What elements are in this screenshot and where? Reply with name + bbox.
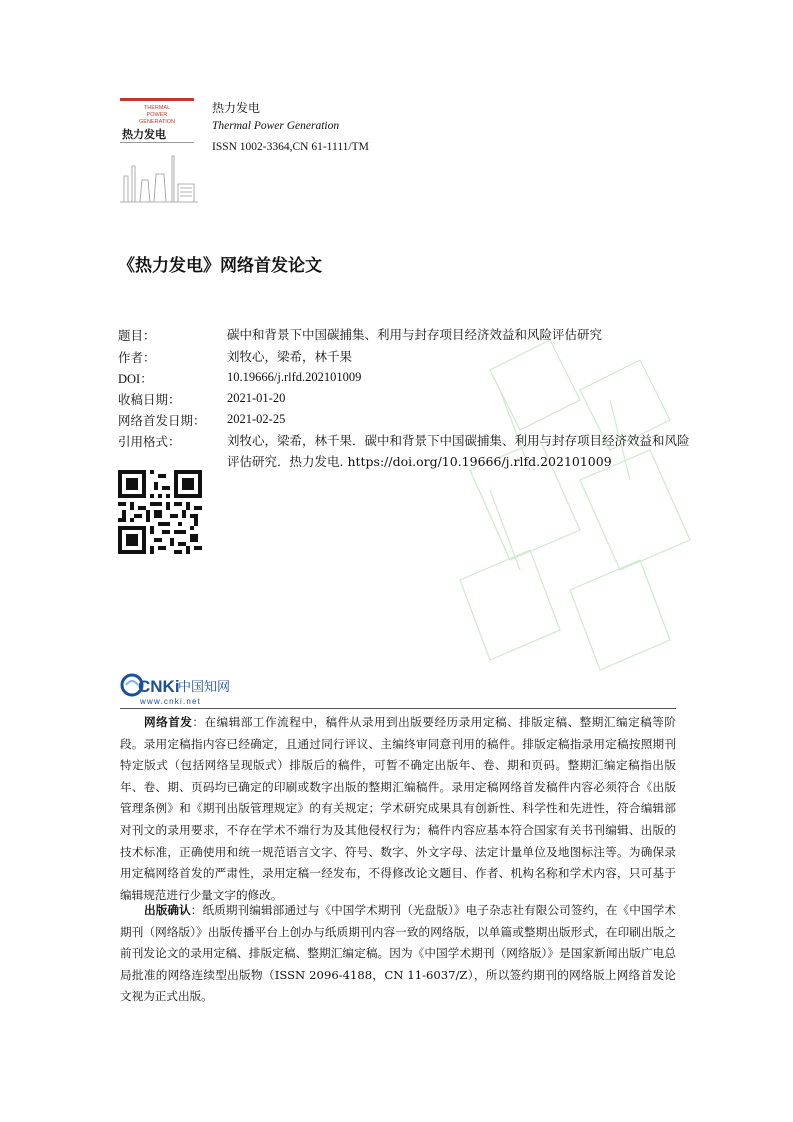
cover-line-1: THERMAL	[143, 105, 171, 111]
meta-value-received: 2021-01-20	[227, 391, 286, 405]
qr-code[interactable]	[118, 470, 202, 554]
meta-label-received: 收稿日期：	[118, 392, 181, 407]
cnki-logo[interactable]	[120, 671, 235, 707]
page-title: 《热力发电》网络首发论文	[118, 256, 322, 276]
meta-value-authors: 刘牧心，梁希，林千果	[227, 349, 353, 364]
meta-label-online-date: 网络首发日期：	[118, 413, 206, 428]
notice-online-first-text: ：在编辑部工作流程中，稿件从录用到出版要经历录用定稿、排版定稿、整期汇编定稿等阶段。录用定稿指内容已经确定，且通过同行评议、主编终审同意刊用的稿件。排版定稿指录用定稿按照期刊特定版式（包括网络呈现版式）排版后的稿件，可暂不确定出版年、卷、期和页码。整期汇编定稿指出版年、卷、期、页码均已确定的印刷或数字出版的整期汇编稿件。录用定稿网络首发稿件内容必须符合《出版管理条例》和《期刊出版管理规定》的有关规定；学术研究成果具有创新性、科学性和先进性，符合编辑部对刊文的录用要求，不存在学术不端行为及其他侵权行为；稿件内容应基本符合国家有关书刊编辑、出版的技术标准，正确使用和统一规范语言文字、符号、数字、外文字母、法定计量单位及地图标注等。为确保录用定稿网络首发的严肃性，录用定稿一经发布，不得修改论文题目、作者、机构名称和学术内容，只可基于编辑规范进行少量文字的修改。	[120, 715, 676, 902]
journal-issn: ISSN 1002-3364,CN 61-1111/TM	[212, 141, 369, 153]
meta-value-doi[interactable]: 10.19666/j.rlfd.202101009	[227, 370, 362, 384]
meta-label-doi: DOI：	[118, 372, 153, 386]
divider	[120, 708, 676, 709]
notice-publication-lead: 出版确认	[144, 903, 191, 917]
cnki-logo-cn: 中国知网	[178, 680, 231, 695]
cnki-url: www.cnki.net	[140, 697, 202, 706]
notice-paragraph-publication	[120, 900, 676, 1008]
notice-paragraph-online-first	[120, 712, 676, 906]
journal-cover-image	[118, 96, 200, 204]
journal-name-cn: 热力发电	[212, 101, 261, 115]
cover-line-4: 热力发电	[122, 128, 166, 141]
meta-value-online-date: 2021-02-25	[227, 412, 286, 426]
cover-line-2: POWER	[146, 112, 168, 118]
cover-line-3: GENERATION	[139, 119, 175, 125]
meta-value-citation: 刘牧心，梁希，林千果．碳中和背景下中国碳捕集、利用与封存项目经济效益和风险评估研究．热力发电. https://doi.org/10.19666/j.rlfd.202101009	[227, 433, 690, 469]
meta-label-citation: 引用格式：	[118, 434, 181, 449]
notice-online-first-lead: 网络首发	[144, 715, 193, 729]
notice-publication-text: ：纸质期刊编辑部通过与《中国学术期刊（光盘版）》电子杂志社有限公司签约，在《中国学术期刊（网络版）》出版传播平台上创办与纸质期刊内容一致的网络版，以单篇或整期出版形式，在印刷出版之前刊发论文的录用定稿、排版定稿、整期汇编定稿。因为《中国学术期刊（网络版）》是国家新闻出版广电总局批准的网络连续型出版物（ISSN 2096-4188，CN 11-6037/Z），所以签约期刊的网络版上网络首发论文视为正式出版。	[120, 903, 676, 1004]
meta-value-title: 碳中和背景下中国碳捕集、利用与封存项目经济效益和风险评估研究	[227, 327, 603, 342]
journal-name-en: Thermal Power Generation	[212, 120, 340, 132]
meta-label-title: 题目：	[118, 328, 156, 343]
cnki-logo-text: CNKi	[138, 677, 180, 696]
meta-label-authors: 作者：	[118, 350, 156, 365]
